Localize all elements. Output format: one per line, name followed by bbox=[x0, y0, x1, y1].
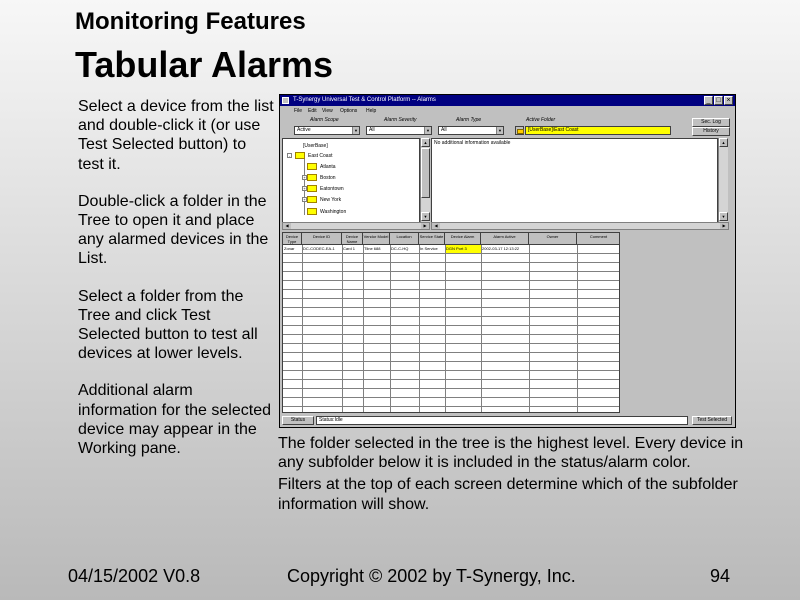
tree-item-atlanta[interactable]: Atlanta bbox=[320, 164, 336, 170]
chevron-down-icon[interactable]: ▼ bbox=[352, 127, 359, 134]
app-icon bbox=[282, 97, 289, 104]
working-horizontal-scrollbar[interactable] bbox=[431, 222, 729, 230]
slide-title: Tabular Alarms bbox=[75, 44, 334, 85]
window-titlebar[interactable] bbox=[280, 95, 735, 106]
folder-open-icon bbox=[295, 152, 305, 159]
collapse-icon[interactable]: - bbox=[288, 153, 291, 158]
scroll-right-icon[interactable]: ▶ bbox=[720, 223, 728, 229]
tree-item-washington[interactable]: Washington bbox=[320, 209, 347, 215]
scroll-right-icon[interactable]: ▶ bbox=[421, 223, 429, 229]
column-header[interactable]: Service State bbox=[419, 233, 445, 245]
working-vertical-scrollbar[interactable] bbox=[718, 138, 728, 223]
alarm-scope-select[interactable] bbox=[294, 126, 360, 135]
folder-icon bbox=[307, 196, 317, 203]
cell-service-state: In Service bbox=[420, 246, 438, 251]
tree-vertical-scrollbar[interactable] bbox=[420, 138, 430, 223]
cell-device-id: DC-CODEC-EA-1 bbox=[303, 246, 335, 251]
column-header[interactable]: Location bbox=[390, 233, 419, 245]
folder-icon bbox=[307, 185, 317, 192]
footer-page-number: 94 bbox=[710, 566, 731, 586]
alarm-type-value: All bbox=[441, 127, 447, 133]
status-button[interactable]: Status bbox=[282, 416, 314, 425]
chevron-down-icon[interactable]: ▼ bbox=[424, 127, 431, 134]
cell-device-name: Card 1 bbox=[343, 246, 356, 251]
column-header[interactable]: Vendor Model bbox=[363, 233, 390, 245]
cell-location: DC-C-HQ bbox=[391, 246, 409, 251]
cell-vendor-model: Tline 688 bbox=[364, 246, 381, 251]
alarm-scope-label: Alarm Scope bbox=[310, 117, 339, 123]
left-paragraph-2: Double-click a folder in the Tree to open it and place any alarmed devices in the List. bbox=[78, 192, 269, 268]
tree-root[interactable]: [UserBase] bbox=[303, 143, 328, 149]
expand-icon[interactable]: + bbox=[303, 197, 306, 202]
maximize-icon[interactable]: □ bbox=[714, 96, 723, 105]
right-paragraph-2: Filters at the top of each screen determine which of the subfolder information will show. bbox=[278, 476, 738, 513]
sec-log-button[interactable]: Sec. Log bbox=[692, 118, 730, 127]
alarm-severity-select[interactable] bbox=[366, 126, 432, 135]
status-field: Status:Idle bbox=[316, 416, 688, 425]
right-description bbox=[278, 434, 748, 517]
cell-alarm-active: 2002-03-17 12:13:22 bbox=[482, 246, 520, 251]
minimize-icon[interactable]: _ bbox=[704, 96, 713, 105]
alarms-window bbox=[279, 94, 736, 428]
window-title: T-Synergy Universal Test & Control Platform -- Alarms bbox=[293, 97, 436, 103]
column-header[interactable]: Device Name bbox=[342, 233, 363, 245]
chevron-down-icon[interactable]: ▼ bbox=[496, 127, 503, 134]
tree-item-new-york[interactable]: New York bbox=[320, 197, 342, 203]
left-paragraph-1: Select a device from the list and double-click it (or use Test Selected button) to test it. bbox=[78, 98, 274, 173]
scroll-left-icon[interactable]: ◀ bbox=[432, 223, 440, 229]
menu-help[interactable]: Help bbox=[366, 108, 377, 114]
menu-view[interactable]: View bbox=[322, 108, 333, 114]
folder-icon bbox=[307, 163, 317, 170]
scroll-down-icon[interactable]: ▼ bbox=[719, 212, 728, 221]
tree-horizontal-scrollbar[interactable] bbox=[282, 222, 430, 230]
right-paragraph-1: The folder selected in the tree is the highest level. Every device in any subfolder below it is included in the status/alarm color. bbox=[278, 435, 744, 472]
alarm-severity-value: All bbox=[369, 127, 375, 133]
column-header[interactable]: Device Type bbox=[283, 233, 302, 245]
folder-icon bbox=[307, 208, 317, 215]
scroll-left-icon[interactable]: ◀ bbox=[283, 223, 291, 229]
column-header[interactable]: Device ID bbox=[302, 233, 342, 245]
test-selected-button[interactable]: Test Selected bbox=[692, 416, 732, 425]
left-description bbox=[78, 97, 274, 476]
column-header[interactable]: Alarm Active bbox=[481, 233, 529, 245]
alarm-table[interactable] bbox=[282, 232, 620, 413]
active-folder-label: Active Folder bbox=[526, 117, 556, 123]
left-paragraph-3: Select a folder from the Tree and click Test Selected button to test all devices at lower levels. bbox=[78, 287, 258, 363]
working-pane bbox=[431, 138, 718, 223]
tree-item-east-coast[interactable]: East Coast bbox=[308, 153, 333, 159]
alarm-severity-label: Alarm Severity bbox=[384, 117, 417, 123]
expand-icon[interactable]: + bbox=[303, 175, 306, 180]
column-header[interactable]: Device Alarm bbox=[445, 233, 481, 245]
scroll-thumb[interactable] bbox=[421, 148, 430, 198]
tree-item-boston[interactable]: Boston bbox=[320, 175, 336, 181]
footer-date: 04/15/2002 V0.8 bbox=[68, 566, 201, 586]
slide-subtitle: Monitoring Features bbox=[75, 8, 306, 35]
menu-edit[interactable]: Edit bbox=[308, 108, 317, 114]
scroll-down-icon[interactable]: ▼ bbox=[421, 212, 430, 221]
folder-icon bbox=[307, 174, 317, 181]
working-pane-text: No additional information available bbox=[434, 140, 511, 146]
expand-icon[interactable]: + bbox=[303, 186, 306, 191]
history-button[interactable]: History bbox=[692, 127, 730, 136]
cell-device-type: Zonar bbox=[284, 246, 295, 251]
folder-tree[interactable] bbox=[282, 138, 420, 223]
alarm-table-header bbox=[283, 233, 620, 245]
close-icon[interactable]: × bbox=[724, 96, 733, 105]
active-folder-field: [UserBase]\East Coast bbox=[525, 126, 671, 135]
column-header[interactable]: Owner bbox=[529, 233, 577, 245]
menu-bar bbox=[280, 106, 735, 115]
alarm-type-select[interactable] bbox=[438, 126, 504, 135]
scroll-up-icon[interactable]: ▲ bbox=[421, 138, 430, 147]
menu-file[interactable]: File bbox=[294, 108, 303, 114]
tree-item-eatontown[interactable]: Eatontown bbox=[320, 186, 344, 192]
folder-icon[interactable] bbox=[515, 126, 524, 135]
alarm-scope-value: Active bbox=[297, 127, 311, 133]
menu-options[interactable]: Options bbox=[340, 108, 358, 114]
footer-copyright: Copyright © 2002 by T-Synergy, Inc. bbox=[287, 566, 576, 586]
scroll-up-icon[interactable]: ▲ bbox=[719, 138, 728, 147]
alarm-type-label: Alarm Type bbox=[456, 117, 482, 123]
column-header[interactable]: Comment bbox=[577, 233, 620, 245]
left-paragraph-4: Additional alarm information for the selected device may appear in the Working pane. bbox=[78, 382, 271, 458]
cell-device-alarm: DGN Port 3 bbox=[445, 245, 481, 253]
